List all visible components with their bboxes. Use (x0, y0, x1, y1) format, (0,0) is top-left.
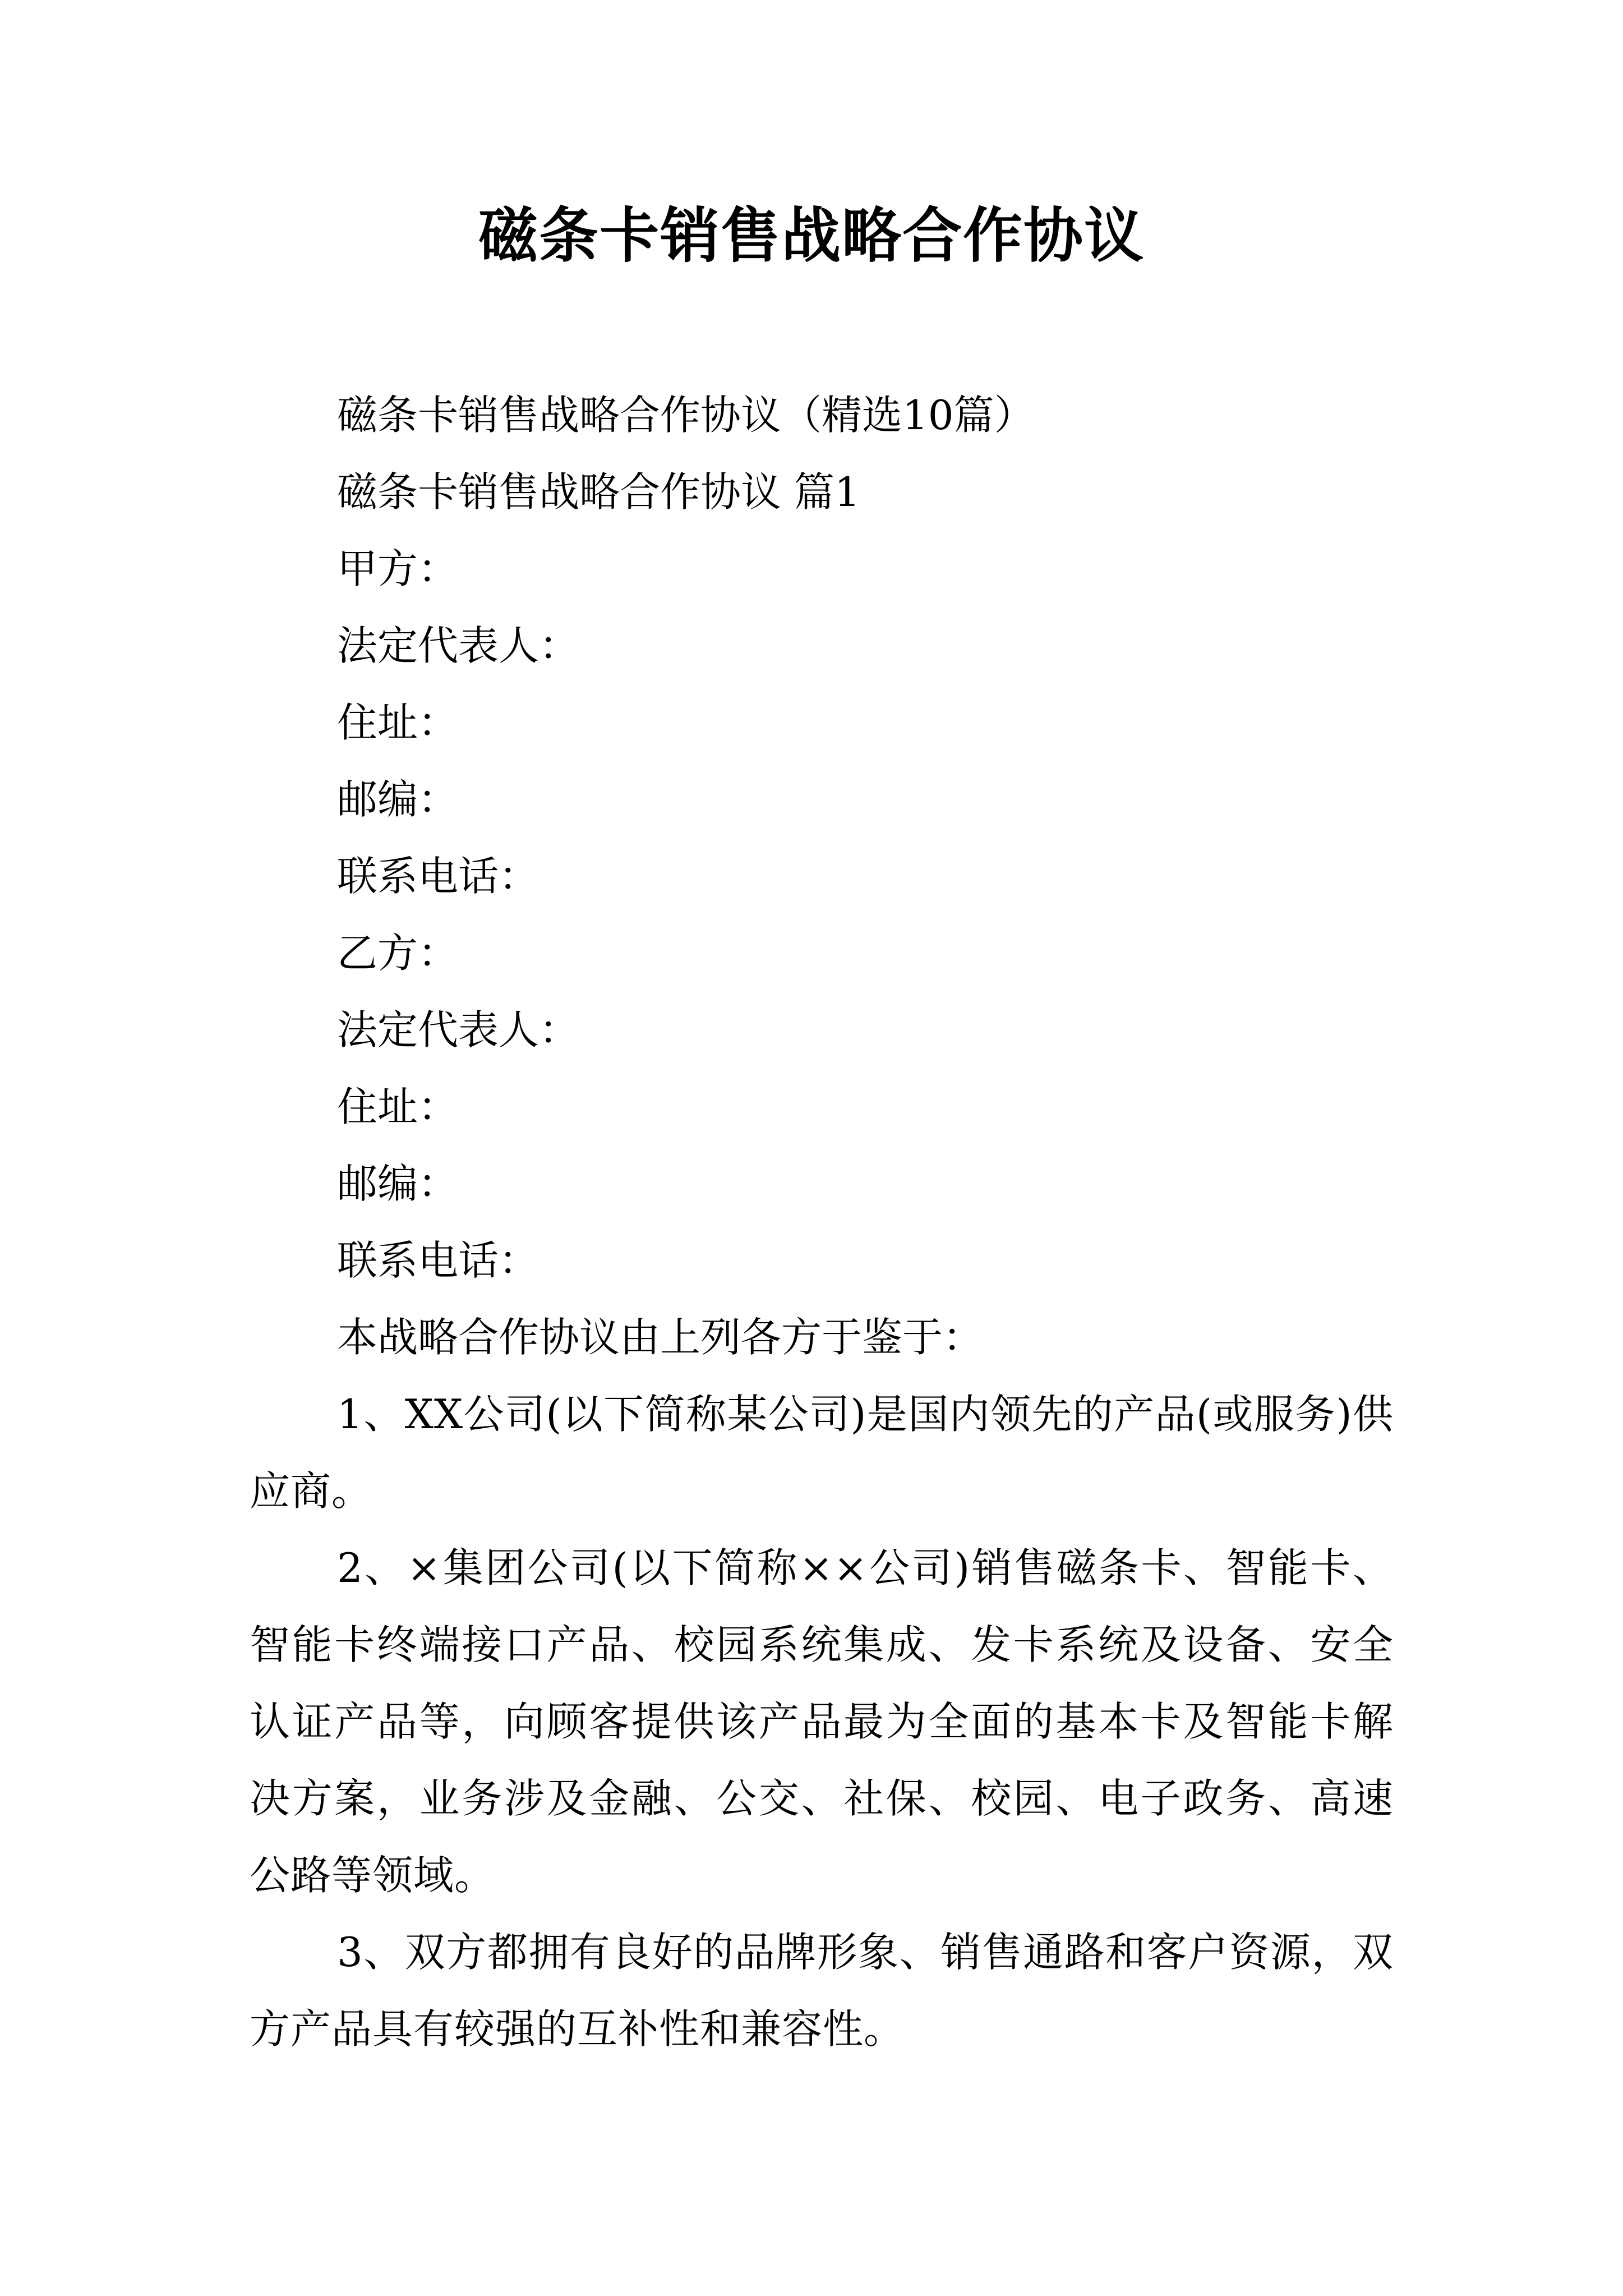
clause-3: 3、双方都拥有良好的品牌形象、销售通路和客户资源，双方产品具有较强的互补性和兼容性。 (250, 1929, 1394, 2053)
party-b-address: 住址： (337, 1083, 459, 1130)
preamble: 本战略合作协议由上列各方于鉴于： (337, 1314, 984, 1361)
clause-1: 1、XX公司(以下简称某公司)是国内领先的产品(或服务)供应商。 (250, 1391, 1394, 1515)
party-a-postcode: 邮编： (337, 776, 459, 823)
party-a-address: 住址： (337, 699, 459, 746)
party-b-label: 乙方： (337, 930, 459, 977)
party-b-phone: 联系电话： (337, 1237, 540, 1284)
party-b-legal-rep: 法定代表人： (337, 1006, 580, 1053)
clause-2: 2、×集团公司(以下简称××公司)销售磁条卡、智能卡、智能卡终端接口产品、校园系统集成、发卡系统及设备、安全认证产品等，向顾客提供该产品最为全面的基本卡及智能卡解决方案，业务涉及金融、公交、社保、校园、电子政务、高速公路等领域。 (250, 1544, 1394, 1899)
party-b-postcode: 邮编： (337, 1160, 459, 1207)
document-subtitle: 磁条卡销售战略合作协议（精选10篇） (337, 392, 1035, 439)
section-heading: 磁条卡销售战略合作协议 篇1 (337, 468, 860, 516)
party-a-phone: 联系电话： (337, 853, 540, 900)
party-a-legal-rep: 法定代表人： (337, 622, 580, 669)
party-a-label: 甲方： (337, 545, 459, 592)
document-body (250, 377, 1394, 2068)
document-title: 磁条卡销售战略合作协议 (478, 200, 1145, 270)
